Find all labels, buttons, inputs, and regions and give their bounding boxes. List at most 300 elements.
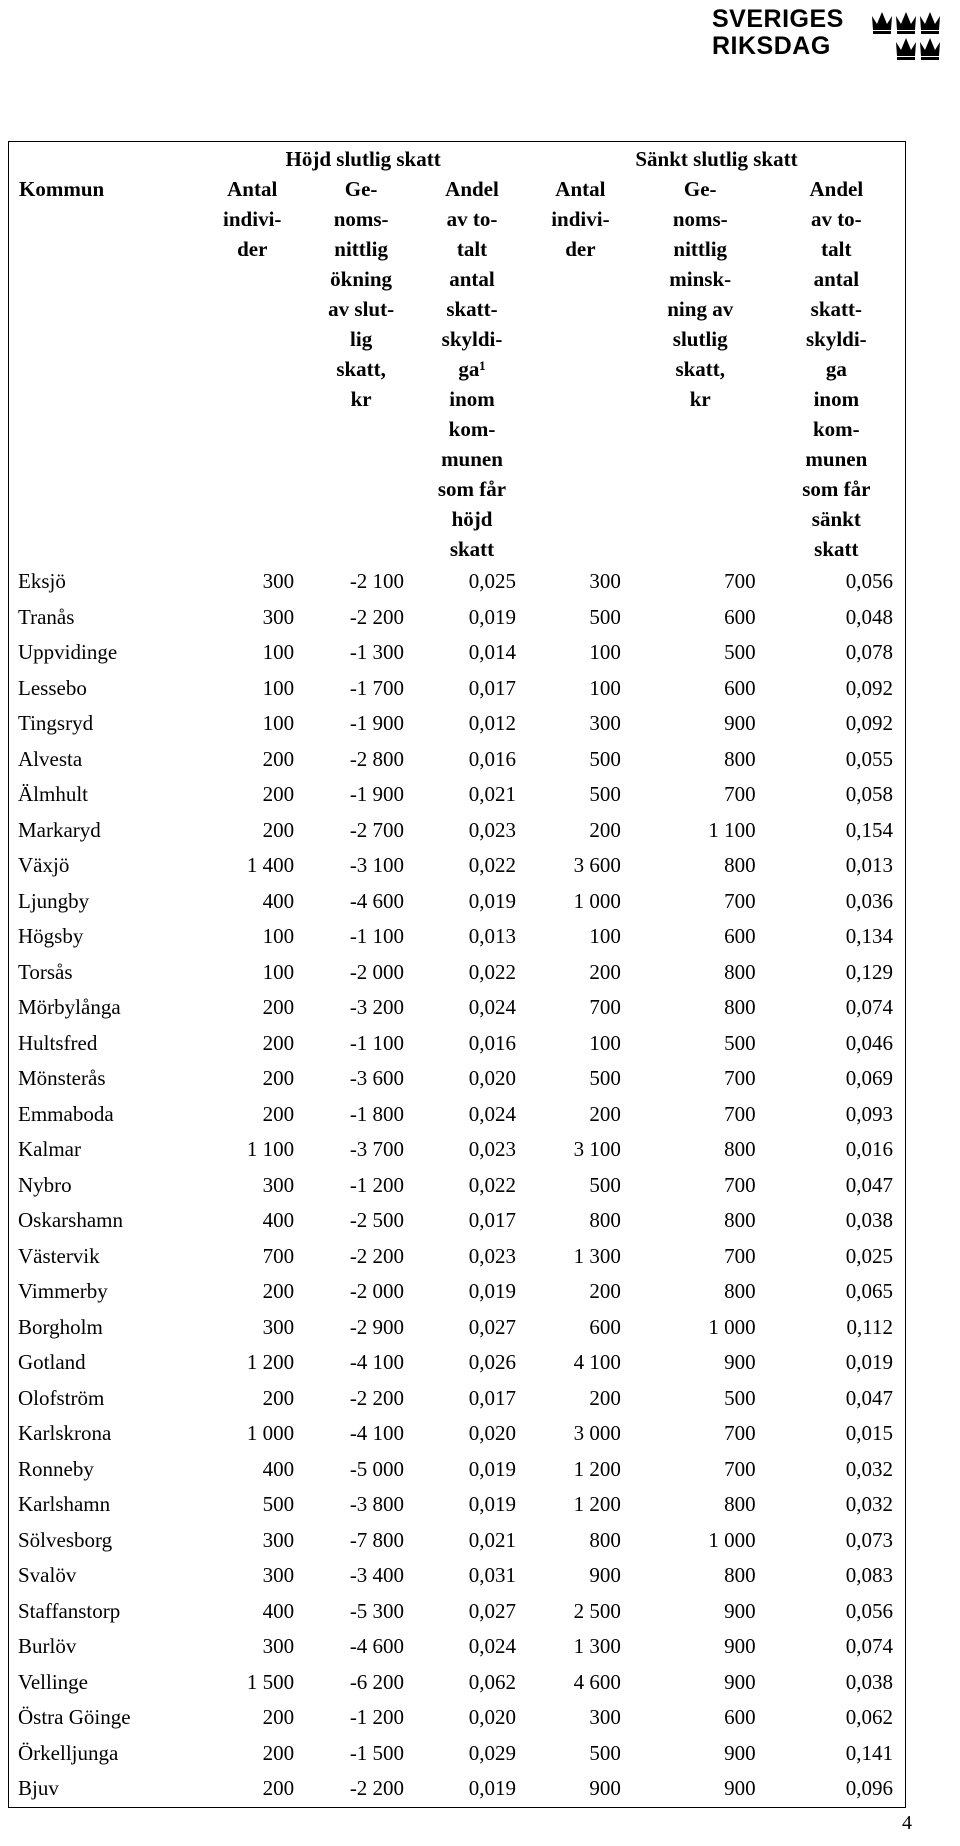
col-header-line: skyldi-: [805, 327, 867, 351]
table-cell: 0,046: [845, 1030, 893, 1055]
table-cell: 800: [589, 1527, 621, 1552]
table-cell: 1 300: [573, 1634, 621, 1658]
table-cell: 0,032: [845, 1492, 893, 1516]
table-cell: 200: [262, 995, 295, 1019]
table-cell: 0,014: [468, 640, 516, 664]
table-row: [9, 1736, 906, 1772]
table-cell: 100: [589, 675, 621, 700]
table-cell: -2 700: [349, 817, 405, 842]
table-cell: 0,020: [468, 1066, 516, 1090]
table-cell: 500: [589, 1066, 621, 1090]
table-cell: 0,062: [845, 1705, 893, 1729]
table-row: [9, 1168, 906, 1204]
table-cell: 400: [262, 888, 295, 913]
table-row: [9, 1310, 906, 1346]
table-cell: -3 200: [349, 995, 405, 1019]
col-header-line: der: [565, 237, 596, 261]
table-cell: 0,031: [468, 1563, 516, 1587]
table-cell: -2 000: [349, 1279, 405, 1303]
col-header-line: skatt: [814, 537, 859, 561]
table-cell: 0,019: [845, 1350, 893, 1374]
table-cell: -1 100: [349, 1030, 405, 1055]
table-cell: 0,047: [845, 1172, 893, 1197]
table-cell: 400: [262, 1598, 295, 1623]
municipality-name: Tranås: [18, 604, 75, 629]
table-cell: 0,021: [468, 782, 516, 806]
table-cell: 1 400: [246, 853, 295, 877]
table-cell: -1 500: [349, 1740, 405, 1765]
table-cell: 1 100: [246, 1137, 295, 1161]
table-cell: 300: [262, 1172, 295, 1197]
table-cell: 0,019: [468, 1279, 516, 1303]
municipality-name: Ljungby: [18, 888, 90, 913]
table-cell: 700: [724, 569, 756, 593]
table-row: [9, 1452, 906, 1488]
col-header-line: nittlig: [334, 237, 388, 261]
table-cell: 300: [589, 569, 621, 593]
col-header-line: som får: [802, 477, 871, 501]
table-cell: 500: [724, 1030, 756, 1055]
table-row: [9, 848, 906, 884]
table-cell: 700: [724, 888, 756, 913]
table-cell: 200: [589, 1101, 621, 1126]
table-cell: 0,024: [468, 1634, 516, 1658]
table-cell: -2 500: [349, 1208, 405, 1232]
table-row: [9, 1132, 906, 1168]
municipality-name: Eksjö: [18, 569, 66, 593]
table-cell: 600: [724, 675, 756, 700]
table-cell: -2 200: [349, 1243, 405, 1268]
table-cell: 900: [724, 1634, 756, 1658]
table-cell: 500: [589, 746, 621, 771]
table-cell: 200: [262, 1101, 295, 1126]
table-cell: 0,038: [845, 1208, 893, 1232]
table-row: [9, 1345, 906, 1381]
table-row: [9, 671, 906, 707]
table-row: [9, 1523, 906, 1559]
table-cell: 0,013: [468, 924, 516, 948]
table-cell: 4 100: [573, 1350, 621, 1374]
table-cell: 0,016: [468, 1030, 516, 1055]
table-cell: 0,022: [468, 1172, 516, 1197]
col-header-line: minsk-: [669, 267, 732, 291]
col-header-line: talt: [456, 237, 488, 261]
municipality-name: Oskarshamn: [18, 1208, 123, 1232]
col-header-line: skatt,: [336, 357, 386, 381]
table-cell: 0,020: [468, 1705, 516, 1729]
col-header-line: Andel: [445, 177, 499, 201]
table-cell: 1 000: [708, 1527, 756, 1552]
col-header-line: antal: [813, 267, 860, 291]
table-cell: 600: [724, 1705, 756, 1729]
table-row: [9, 600, 906, 636]
table-cell: 0,022: [468, 853, 516, 877]
municipality-name: Lessebo: [18, 675, 87, 700]
table-cell: 0,016: [468, 746, 516, 771]
municipality-name: Borgholm: [18, 1314, 103, 1339]
municipality-name: Örkelljunga: [18, 1740, 119, 1765]
table-cell: 300: [262, 569, 295, 593]
table-cell: 400: [262, 1208, 295, 1232]
table-cell: 700: [724, 1101, 756, 1126]
col-header-line: av to-: [810, 207, 862, 231]
col-header-line: Ge-: [683, 177, 717, 201]
table-cell: -4 600: [349, 1634, 405, 1658]
col-header-line: nittlig: [673, 237, 728, 261]
col-header-line: noms-: [333, 207, 389, 231]
riksdag-logo: [712, 6, 942, 62]
table-row: [9, 1381, 906, 1417]
municipality-name: Högsby: [18, 924, 84, 948]
logo-line-1: SVERIGES: [712, 5, 844, 33]
col-header-line: indivi-: [551, 207, 610, 231]
table-cell: 700: [724, 1421, 756, 1445]
table-cell: 800: [724, 1137, 756, 1161]
table-row: [9, 1700, 906, 1736]
table-cell: -2 800: [349, 746, 405, 771]
municipality-name: Växjö: [18, 853, 70, 877]
col-header-line: munen: [805, 447, 868, 471]
table-cell: 2 500: [573, 1598, 621, 1623]
table-body: [9, 564, 906, 1807]
table-row: [9, 990, 906, 1026]
col-header-line: inom: [449, 387, 495, 411]
table-cell: 0,092: [845, 675, 893, 700]
municipality-name: Svalöv: [18, 1563, 77, 1587]
table-cell: 200: [589, 959, 621, 984]
table-cell: 0,019: [468, 1456, 516, 1481]
table-cell: -2 200: [349, 1385, 405, 1410]
table-cell: 900: [724, 1350, 756, 1374]
table-cell: 0,019: [468, 1776, 516, 1800]
table-cell: 0,027: [468, 1314, 516, 1339]
col-header-line: av slut-: [328, 297, 395, 321]
table-cell: -1 100: [349, 924, 405, 948]
municipality-name: Hultsfred: [18, 1030, 98, 1055]
table-cell: 800: [724, 1492, 756, 1516]
table-cell: 1 200: [573, 1456, 621, 1481]
municipality-name: Markaryd: [18, 817, 101, 842]
col-header-line: Antal: [227, 177, 278, 201]
table-cell: 0,032: [845, 1456, 893, 1481]
municipality-name: Älmhult: [18, 782, 89, 806]
table-row: [9, 813, 906, 849]
table-cell: 500: [589, 1172, 621, 1197]
table-cell: 1 300: [573, 1243, 621, 1268]
municipality-name: Torsås: [18, 959, 73, 984]
municipality-name: Ronneby: [18, 1456, 94, 1481]
table-cell: 0,055: [845, 746, 893, 771]
table-cell: 0,065: [845, 1279, 893, 1303]
page-number: 4: [902, 1812, 912, 1834]
table-row: [9, 742, 906, 778]
table-cell: 0,074: [845, 1634, 893, 1658]
table-cell: 0,141: [845, 1740, 893, 1765]
table-cell: 200: [262, 746, 295, 771]
table-cell: 100: [262, 711, 295, 735]
table-cell: 0,047: [845, 1385, 893, 1410]
table-row: [9, 1665, 906, 1701]
table-cell: 700: [724, 1243, 756, 1268]
table-cell: 0,024: [468, 1101, 516, 1126]
three-crowns-icon: [870, 8, 942, 62]
table-cell: 200: [262, 782, 295, 806]
table-cell: 800: [724, 1208, 756, 1232]
municipality-name: Västervik: [18, 1243, 100, 1268]
table-cell: 300: [262, 1314, 295, 1339]
table-cell: 0,083: [845, 1563, 893, 1587]
table-cell: 0,029: [468, 1740, 516, 1765]
table-row: [9, 955, 906, 991]
table-cell: -4 100: [349, 1421, 405, 1445]
table-row: [9, 1558, 906, 1594]
col-header-line: skatt-: [810, 297, 862, 321]
table-cell: 0,078: [845, 640, 893, 664]
column-header-row: [9, 174, 906, 564]
table-cell: 100: [262, 924, 295, 948]
table-cell: 0,093: [845, 1101, 893, 1126]
col-header-line: skatt,: [675, 357, 726, 381]
table-row: [9, 1274, 906, 1310]
municipality-name: Karlshamn: [18, 1492, 111, 1516]
col-header: [306, 174, 416, 564]
table-row: [9, 1097, 906, 1133]
table-cell: 0,023: [468, 1243, 516, 1268]
col-header-line: inom: [813, 387, 860, 411]
table-cell: 0,019: [468, 604, 516, 629]
table-cell: 500: [589, 604, 621, 629]
group-raised-header: Höjd slutlig skatt: [285, 147, 441, 171]
table-cell: -2 200: [349, 604, 405, 629]
table-cell: -4 600: [349, 888, 405, 913]
table-row: [9, 1416, 906, 1452]
table-cell: -2 900: [349, 1314, 405, 1339]
col-header-line: antal: [449, 267, 495, 291]
table-cell: 200: [589, 817, 621, 842]
table-cell: 0,048: [845, 604, 893, 629]
table-cell: -1 200: [349, 1705, 405, 1729]
table-cell: 800: [589, 1208, 621, 1232]
table-cell: 500: [589, 1740, 621, 1765]
table-cell: 900: [589, 1563, 621, 1587]
table-cell: 1 100: [708, 817, 756, 842]
table-cell: 300: [262, 1634, 295, 1658]
table-cell: 100: [589, 1030, 621, 1055]
col-header: [768, 174, 906, 564]
table-cell: 0,023: [468, 817, 516, 842]
municipality-name: Mörbylånga: [18, 995, 121, 1019]
municipality-name: Olofström: [18, 1385, 105, 1410]
table-cell: 1 200: [246, 1350, 295, 1374]
table-cell: 0,058: [845, 782, 893, 806]
table-cell: -1 200: [349, 1172, 405, 1197]
table-cell: 900: [724, 1776, 756, 1800]
table-cell: 800: [724, 959, 756, 984]
col-header-line: ökning: [330, 267, 393, 291]
col-header-line: Andel: [809, 177, 864, 201]
table-cell: 200: [262, 817, 295, 842]
municipality-name: Tingsryd: [18, 711, 94, 735]
table-cell: 700: [262, 1243, 295, 1268]
table-cell: 800: [724, 995, 756, 1019]
table-cell: 900: [724, 1740, 756, 1765]
table-cell: 600: [724, 604, 756, 629]
table-cell: 0,154: [845, 817, 893, 842]
table-row: [9, 635, 906, 671]
table-cell: 900: [589, 1776, 621, 1800]
table-cell: 0,019: [468, 888, 516, 913]
table-row: [9, 706, 906, 742]
table-cell: 0,112: [846, 1314, 893, 1339]
municipality-name: Östra Göinge: [18, 1705, 131, 1729]
table-cell: 0,056: [845, 1598, 893, 1623]
table-cell: 0,096: [845, 1776, 893, 1800]
col-header-line: ning av: [667, 297, 734, 321]
table-cell: 200: [262, 1740, 295, 1765]
table-cell: -2 000: [349, 959, 405, 984]
table-cell: 1 000: [573, 888, 621, 913]
table-cell: 0,016: [845, 1137, 893, 1161]
municipality-name: Alvesta: [18, 746, 83, 771]
table-cell: 0,017: [468, 1208, 516, 1232]
table-row: [9, 1594, 906, 1630]
col-header-line: Ge-: [344, 177, 378, 201]
table-row: [9, 1239, 906, 1275]
table-cell: -4 100: [349, 1350, 405, 1374]
table-cell: 0,017: [468, 1385, 516, 1410]
table-cell: 700: [724, 1172, 756, 1197]
logo-line-2: RIKSDAG: [712, 32, 831, 60]
table-cell: 0,019: [468, 1492, 516, 1516]
table-cell: 0,015: [845, 1421, 893, 1445]
table-cell: 0,074: [845, 995, 893, 1019]
table-cell: 900: [724, 1669, 756, 1694]
table-cell: 200: [589, 1279, 621, 1303]
table-cell: -1 900: [349, 782, 405, 806]
table-cell: -1 900: [349, 711, 405, 735]
table-cell: 100: [262, 675, 295, 700]
municipality-name: Vellinge: [18, 1669, 88, 1694]
group-header-row: [9, 142, 906, 175]
table-cell: 3 600: [573, 853, 621, 877]
municipality-name: Sölvesborg: [18, 1527, 113, 1552]
table-cell: 3 000: [573, 1421, 621, 1445]
table-cell: 500: [724, 640, 756, 664]
table-cell: 300: [589, 1705, 621, 1729]
table-row: [9, 1026, 906, 1062]
tax-table: [8, 141, 906, 1808]
col-header-line: lig: [350, 327, 373, 351]
col-header-line: noms-: [672, 207, 728, 231]
table-cell: -3 700: [349, 1137, 405, 1161]
table-row: [9, 1061, 906, 1097]
table-cell: 200: [262, 1066, 295, 1090]
table-cell: 0,012: [468, 711, 516, 735]
table-cell: -3 800: [349, 1492, 405, 1516]
table-row: [9, 1771, 906, 1807]
table-cell: -1 800: [349, 1101, 405, 1126]
col-header-line: kom-: [448, 417, 496, 441]
table-cell: -7 800: [349, 1527, 405, 1552]
municipality-name: Burlöv: [18, 1634, 77, 1658]
col-header-line: höjd: [451, 507, 493, 531]
municipality-name: Karlskrona: [18, 1421, 112, 1445]
table-cell: 0,036: [845, 888, 893, 913]
municipality-name: Kalmar: [18, 1137, 81, 1161]
table-cell: 700: [724, 1066, 756, 1090]
table-cell: 1 000: [246, 1421, 295, 1445]
table-cell: -3 100: [349, 853, 405, 877]
col-header-line: av to-: [446, 207, 498, 231]
table-row: [9, 884, 906, 920]
municipality-name: Emmaboda: [18, 1101, 114, 1126]
col-header: [416, 174, 528, 564]
table-cell: 200: [589, 1385, 621, 1410]
col-header: [528, 174, 633, 564]
table-cell: 500: [262, 1492, 295, 1516]
col-header-line: skatt-: [446, 297, 498, 321]
table-cell: 0,062: [468, 1669, 516, 1694]
col-header-line: Antal: [555, 177, 606, 201]
municipality-name: Gotland: [18, 1350, 86, 1374]
table-cell: 0,021: [468, 1527, 516, 1552]
table-cell: 800: [724, 1279, 756, 1303]
municipality-name: Bjuv: [18, 1776, 59, 1800]
table-cell: 200: [262, 1776, 295, 1800]
col-header-line: slutlig: [672, 327, 728, 351]
table-cell: 0,023: [468, 1137, 516, 1161]
table-cell: 1 200: [573, 1492, 621, 1516]
table-cell: 0,073: [845, 1527, 893, 1552]
table-cell: 100: [262, 640, 295, 664]
table-cell: 0,022: [468, 959, 516, 984]
municipality-name: Nybro: [18, 1172, 72, 1197]
table-cell: 400: [262, 1456, 295, 1481]
table-cell: 0,026: [468, 1350, 516, 1374]
col-header-line: kom-: [812, 417, 860, 441]
table-cell: 700: [724, 1456, 756, 1481]
table-cell: 0,056: [845, 569, 893, 593]
col-header: [198, 174, 306, 564]
logo-wordmark: [712, 6, 844, 60]
col-header-line: kr: [350, 387, 372, 411]
table-row: [9, 1487, 906, 1523]
table-cell: 500: [589, 782, 621, 806]
col-header-line: der: [237, 237, 268, 261]
table-cell: -1 300: [349, 640, 405, 664]
table-cell: 800: [724, 853, 756, 877]
table-cell: -2 100: [349, 569, 405, 593]
table-cell: -6 200: [349, 1669, 405, 1694]
table-cell: 200: [262, 1030, 295, 1055]
table-row: [9, 919, 906, 955]
table-cell: 300: [262, 1527, 295, 1552]
table-cell: 4 600: [573, 1669, 621, 1694]
col-header-line: indivi-: [223, 207, 282, 231]
table-cell: 600: [724, 924, 756, 948]
col-header-line: som får: [437, 477, 507, 501]
kommun-header: Kommun: [19, 177, 105, 201]
table-row: [9, 777, 906, 813]
table-cell: -3 400: [349, 1563, 405, 1587]
group-lowered-header: Sänkt slutlig skatt: [635, 147, 798, 171]
table-cell: 300: [589, 711, 621, 735]
table-cell: -1 700: [349, 675, 405, 700]
municipality-name: Vimmerby: [18, 1279, 108, 1303]
table-cell: 700: [589, 995, 621, 1019]
table-cell: -3 600: [349, 1066, 405, 1090]
table-cell: 0,027: [468, 1598, 516, 1623]
